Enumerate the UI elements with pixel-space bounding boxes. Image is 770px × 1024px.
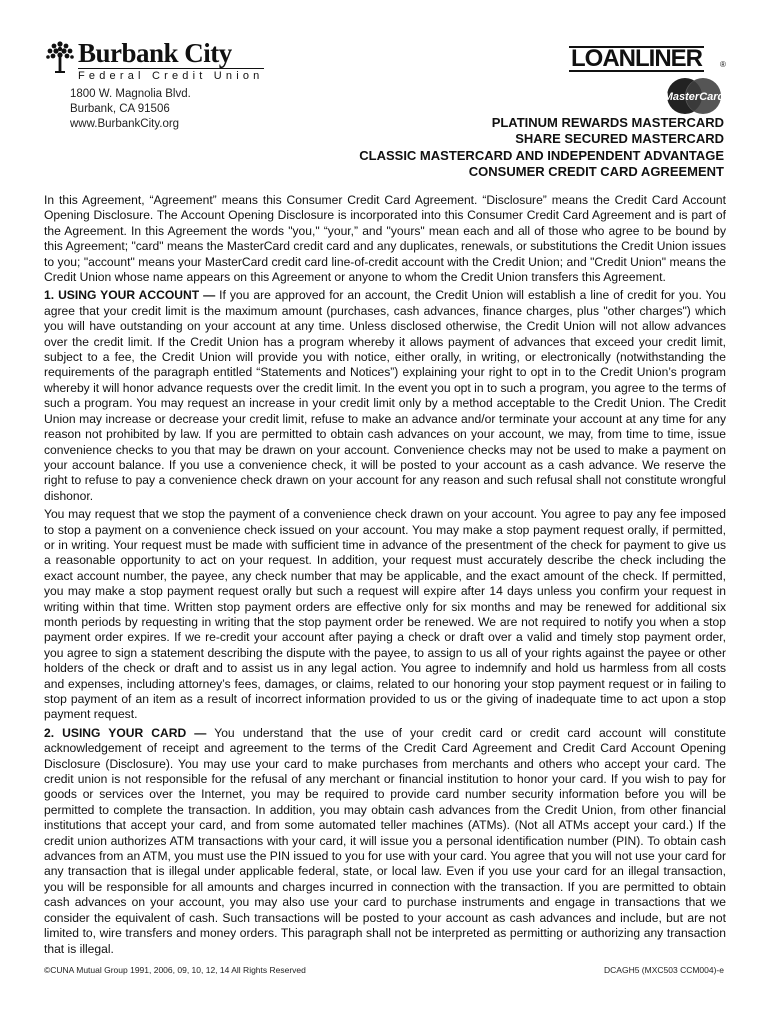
section-2-paragraph [44, 726, 726, 957]
title-line-2: SHARE SECURED MASTERCARD [515, 131, 724, 147]
address-street: 1800 W. Magnolia Blvd. [70, 88, 191, 100]
title-line-1: PLATINUM REWARDS MASTERCARD [491, 115, 724, 130]
agreement-body [44, 193, 726, 957]
section-1-text: If you are approved for an account, the Credit Union will establish a line of credit for you. You agree that your credit limit is the maximum amount (purchases, cash advances, finance charges, plus "other charges") which you will have outstanding on your account at any time. Unless disclosed otherwise, the Credit Union will not allow advances over the credit limit. If the Credit Union has a program whereby it allows payment of advances that exceed your credit limit, subject to a fee, the Credit Union will provide you with notice, either orally, in writing, or electronically (notwithstanding the requirements of the paragraph entitled “Statements and Notices”) explaining your right to opt in to the Credit Union’s program whereby it will honor advance requests over the credit limit. In the event you opt in to such a program, you agree to the terms of such a program. You may request an increase in your credit limit only by a method acceptable to the Credit Union. The Credit Union may increase or decrease your credit limit, refuse to make an advance and/or terminate your account at any time for any reason not prohibited by law. If you are permitted to obtain cash advances on your account, we may, from time to time, issue convenience checks to you that may be drawn on your account. Convenience checks may not be used to make a payment on your account balance. If you use a convenience check, it will be posted to your account as a cash advance. We reserve the right to refuse to pay a convenience check drawn on your account for any reason and such refusal shall not constitute wrongful dishonor. [44, 288, 726, 503]
section-1-heading: 1. USING YOUR ACCOUNT — [44, 288, 216, 303]
mastercard-wordmark: MasterCard [663, 91, 725, 103]
credit-union-logo-block [44, 40, 304, 132]
address-city: Burbank, CA 91506 [70, 103, 170, 115]
copyright-footer: ©CUNA Mutual Group 1991, 2006, 09, 10, 12, 14 All Rights Reserved [44, 965, 306, 975]
intro-paragraph: In this Agreement, “Agreement” means this Consumer Credit Card Agreement. “Disclosure” means the Credit Card Account Opening Disclosure. The Account Opening Disclosure is incorporated into this Consumer Credit Card Agreement and is part of the Agreement. In this Agreement the words "you," “your,” and "yours" mean each and all of those who agree to be bound by this Agreement; "card" means the MasterCard credit card and any duplicates, renewals, or substitutions the Credit Union issues to you; "account" means your MasterCard credit card line-of-credit account with the Credit Union; and "Credit Union" means the Credit Union whose name appears on this Agreement or anyone to whom the Credit Union transfers this Agreement. [44, 193, 726, 285]
loanliner-logo: LOANLINER [571, 45, 702, 72]
credit-union-name: Burbank City [78, 38, 232, 68]
form-code-footer: DCAGH5 (MXC503 CCM004)-e [604, 965, 724, 975]
section-2-text: You understand that the use of your credit card or credit card account will constitute acknowledgement of receipt and agreement to the terms of the Credit Card Agreement and Credit Card Account Opening Disclosure (Disclosure). You may use your card to make purchases from merchants and others who accept your card. The credit union is not responsible for the refusal of any merchant or financial institution to honor your card. If you wish to pay for goods or services over the Internet, you may be required to provide card number security information before you will be permitted to complete the transaction. In addition, you may obtain cash advances from the Credit Union, from other financial institutions that accept your card, and from some automated teller machines (ATMs). (Not all ATMs accept your card.) If the credit union authorizes ATM transactions with your card, it will issue you a personal identification number (PIN). To obtain cash advances from an ATM, you must use the PIN issued to you for use with your card. You agree that you will not use your card for any transaction that is illegal under applicable federal, state, or local law. Even if you use your card for an illegal transaction, you will be responsible for all amounts and charges incurred in connection with the transaction. If you are permitted to obtain cash advances on your account, you may also use your card to purchase instruments and engage in transactions that we consider the equivalent of cash. Such transactions will be posted to your account as cash advances and include, but are not limited to, wire transfers and money orders. This paragraph shall not be interpreted as permitting or authorizing any transaction that is illegal. [44, 725, 726, 956]
section-1-stop-payment-paragraph: You may request that we stop the payment of a convenience check drawn on your account. You agree to pay any fee imposed to stop a payment on a convenience check issued on your account. You may make a stop payment request orally, if permitted, or in writing. Your request must be made with sufficient time in advance of the presentment of the check for payment to give us a reasonable opportunity to act on your request. In addition, your request must accurately describe the check including the exact account number, the payee, any check number that may be applicable, and the exact amount of the check. If permitted, you may make a stop payment request orally but such a request will expire after 14 days unless you confirm your request in writing within that time. Written stop payment orders are effective only for six months and may be renewed for additional six month periods by requesting in writing that the stop payment order be renewed. We are not required to notify you when a stop payment order expires. If we re-credit your account after paying a check or draft over a valid and timely stop payment order, you agree to sign a statement describing the dispute with the payee, to assign to us all of your rights against the payee or other holders of the check or draft and to assist us in any legal action. You agree to indemnify and hold us harmless from all costs and expenses, including attorney’s fees, damages, or claims, related to our honoring your stop payment request or in failing to stop payment of an item as a result of incorrect information provided to us or the giving of inadequate time to act upon a stop payment request. [44, 507, 726, 722]
agreement-titles [359, 115, 724, 180]
address-website: www.BurbankCity.org [70, 118, 180, 130]
section-1-paragraph [44, 288, 726, 504]
credit-union-logo [44, 40, 304, 82]
title-line-3: CLASSIC MASTERCARD AND INDEPENDENT ADVANTAGE [359, 147, 724, 163]
tree-logo-icon [44, 40, 76, 74]
credit-union-address [70, 87, 304, 132]
credit-union-subtitle: Federal Credit Union [78, 70, 264, 82]
title-line-4: CONSUMER CREDIT CARD AGREEMENT [468, 163, 724, 179]
section-2-heading: 2. USING YOUR CARD — [44, 725, 207, 740]
registered-mark-icon: ® [720, 60, 726, 69]
mastercard-logo [663, 76, 725, 116]
